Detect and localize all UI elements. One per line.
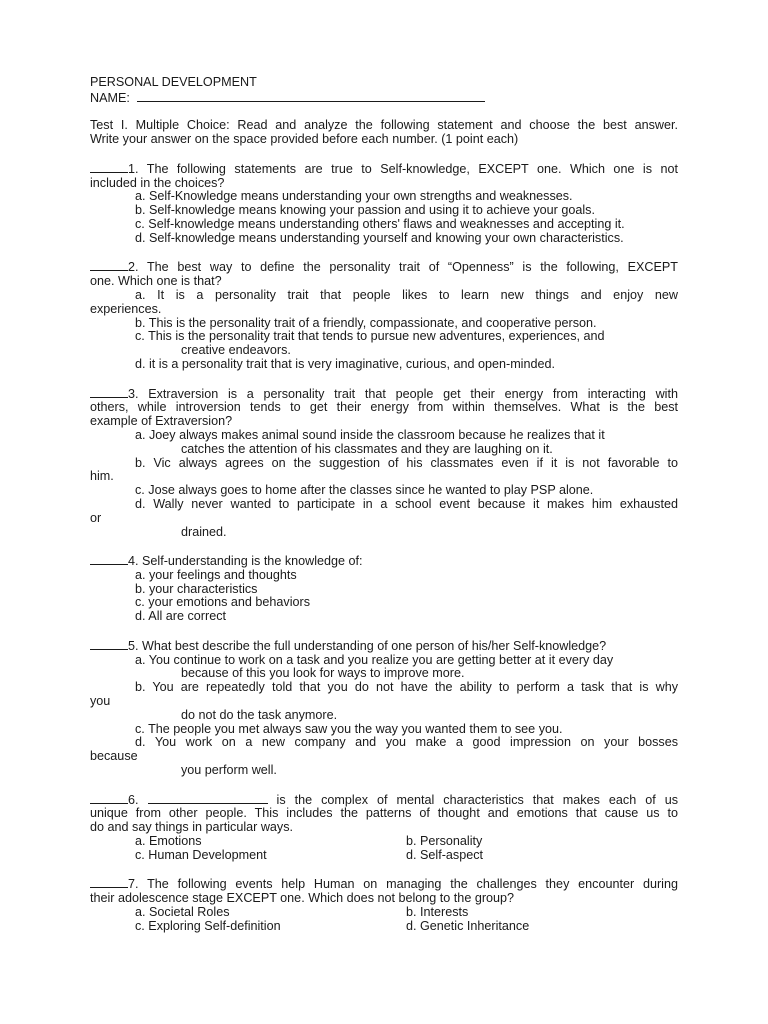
q1-option-a: a. Self-Knowledge means understanding your own strengths and weaknesses. — [135, 189, 573, 204]
q4-answer-blank[interactable] — [90, 553, 128, 565]
q4-stem: 4. Self-understanding is the knowledge of: — [90, 553, 678, 569]
q6-option-c: c. Human Development — [135, 847, 267, 862]
q1-stem-line-2: included in the choices? — [90, 175, 225, 190]
q5-option-a-line-2: because of this you look for ways to improve more. — [181, 666, 465, 681]
q7-options-row-1 — [90, 906, 678, 920]
q6-options-row-1 — [90, 835, 678, 849]
q5-option-b-line-1: b. You are repeatedly told that you do not have the ability to perform a task that is why — [135, 680, 678, 695]
q3-stem-line-1: 3. Extraversion is a personality trait that people get their energy from interacting with — [90, 386, 678, 402]
q2-option-d: d. it is a personality trait that is very imaginative, curious, and open-minded. — [135, 356, 555, 371]
q5-answer-blank[interactable] — [90, 638, 128, 650]
q3-option-d-line-2: or — [90, 510, 102, 525]
q6-option-d: d. Self-aspect — [406, 847, 484, 862]
q4-option-a: a. your feelings and thoughts — [135, 567, 297, 582]
q4-option-b: b. your characteristics — [135, 581, 258, 596]
q6-answer-blank[interactable] — [90, 792, 128, 804]
q5-option-d-line-2: because — [90, 749, 138, 764]
q5-option-a-line-1: a. You continue to work on a task and you realize you are getting better at it every day — [135, 652, 614, 667]
q7-stem-line-2: their adolescence stage EXCEPT one. Which does not belong to the group? — [90, 891, 515, 906]
q6-stem-line-1: 6. is the complex of mental characteristics that makes each of us — [90, 792, 678, 808]
q2-stem-line-1: 2. The best way to define the personality trait of “Openness” is the following, EXCEPT — [90, 259, 678, 275]
q5-option-d-line-1: d. You work on a new company and you make a good impression on your bosses — [135, 735, 678, 750]
q1-option-b: b. Self-knowledge means knowing your passion and using it to achieve your goals. — [135, 203, 595, 218]
q6-stem-line-3: do and say things in particular ways. — [90, 820, 294, 835]
q7-options-row-2 — [90, 920, 678, 934]
q6-options-row-2 — [90, 849, 678, 863]
name-label: NAME: — [90, 90, 130, 105]
q7-option-a: a. Societal Roles — [135, 905, 230, 920]
q7-option-d: d. Genetic Inheritance — [406, 918, 530, 933]
q5-option-b-line-3: do not do the task anymore. — [181, 707, 338, 722]
q6-fill-in-blank[interactable] — [148, 792, 268, 804]
q5-option-c: c. The people you met always saw you the way you wanted them to see you. — [135, 721, 563, 736]
q4-option-d: d. All are correct — [135, 609, 226, 624]
q2-option-a-line-1: a. It is a personality trait that people likes to learn new things and enjoy new — [135, 287, 678, 302]
q2-stem-line-2: one. Which one is that? — [90, 274, 222, 289]
q1-option-d: d. Self-knowledge means understanding yourself and knowing your own characteristics. — [135, 230, 624, 245]
q2-option-a-line-2: experiences. — [90, 301, 162, 316]
q7-answer-blank[interactable] — [90, 876, 128, 888]
q3-option-b-line-2: him. — [90, 469, 114, 484]
instructions-line-2: Write your answer on the space provided before each number. (1 point each) — [90, 132, 519, 147]
q6-option-b: b. Personality — [406, 834, 483, 849]
q5-option-b-line-2: you — [90, 694, 111, 709]
q1-answer-blank[interactable] — [90, 161, 128, 173]
q4-option-c: c. your emotions and behaviors — [135, 595, 311, 610]
q2-answer-blank[interactable] — [90, 259, 128, 271]
name-blank[interactable] — [137, 90, 485, 102]
q3-option-c: c. Jose always goes to home after the classes since he wanted to play PSP alone. — [135, 483, 594, 498]
name-line — [90, 90, 678, 106]
q3-answer-blank[interactable] — [90, 386, 128, 398]
q3-option-b-line-1: b. Vic always agrees on the suggestion of his classmates even if it is not favorable to — [135, 455, 678, 470]
q1-option-c: c. Self-knowledge means understanding others' flaws and weaknesses and accepting it. — [135, 216, 625, 231]
q1-stem-line-1: 1. The following statements are true to Self-knowledge, EXCEPT one. Which one is not — [90, 161, 678, 177]
instructions-line-1: Test I. Multiple Choice: Read and analyze the following statement and choose the best answer. — [90, 118, 678, 133]
q3-stem-line-2: others, while introversion tends to get their energy from within themselves. What is the best — [90, 400, 678, 415]
q7-option-c: c. Exploring Self-definition — [135, 918, 281, 933]
q5-stem: 5. What best describe the full understanding of one person of his/her Self-knowledge? — [90, 638, 678, 654]
q2-option-c-line-1: c. This is the personality trait that tends to pursue new adventures, experiences, and — [135, 329, 605, 344]
q3-option-d-line-1: d. Wally never wanted to participate in a school event because it makes him exhausted — [135, 496, 678, 511]
q6-stem-line-2: unique from other people. This includes the patterns of thought and emotions that cause us to — [90, 806, 678, 821]
q7-stem-line-1: 7. The following events help Human on managing the challenges they encounter during — [90, 876, 678, 892]
subject-title: PERSONAL DEVELOPMENT — [90, 75, 257, 89]
q3-option-a-line-2: catches the attention of his classmates and they are laughing on it. — [181, 441, 553, 456]
q3-option-d-line-3: drained. — [181, 524, 227, 539]
q7-option-b: b. Interests — [406, 905, 469, 920]
q3-option-a-line-1: a. Joey always makes animal sound inside the classroom because he realizes that it — [135, 427, 605, 442]
q5-option-d-line-3: you perform well. — [181, 763, 277, 778]
q3-stem-line-3: example of Extraversion? — [90, 414, 233, 429]
q2-option-b: b. This is the personality trait of a friendly, compassionate, and cooperative person. — [135, 315, 597, 330]
q6-option-a: a. Emotions — [135, 834, 202, 849]
q2-option-c-line-2: creative endeavors. — [181, 343, 291, 358]
